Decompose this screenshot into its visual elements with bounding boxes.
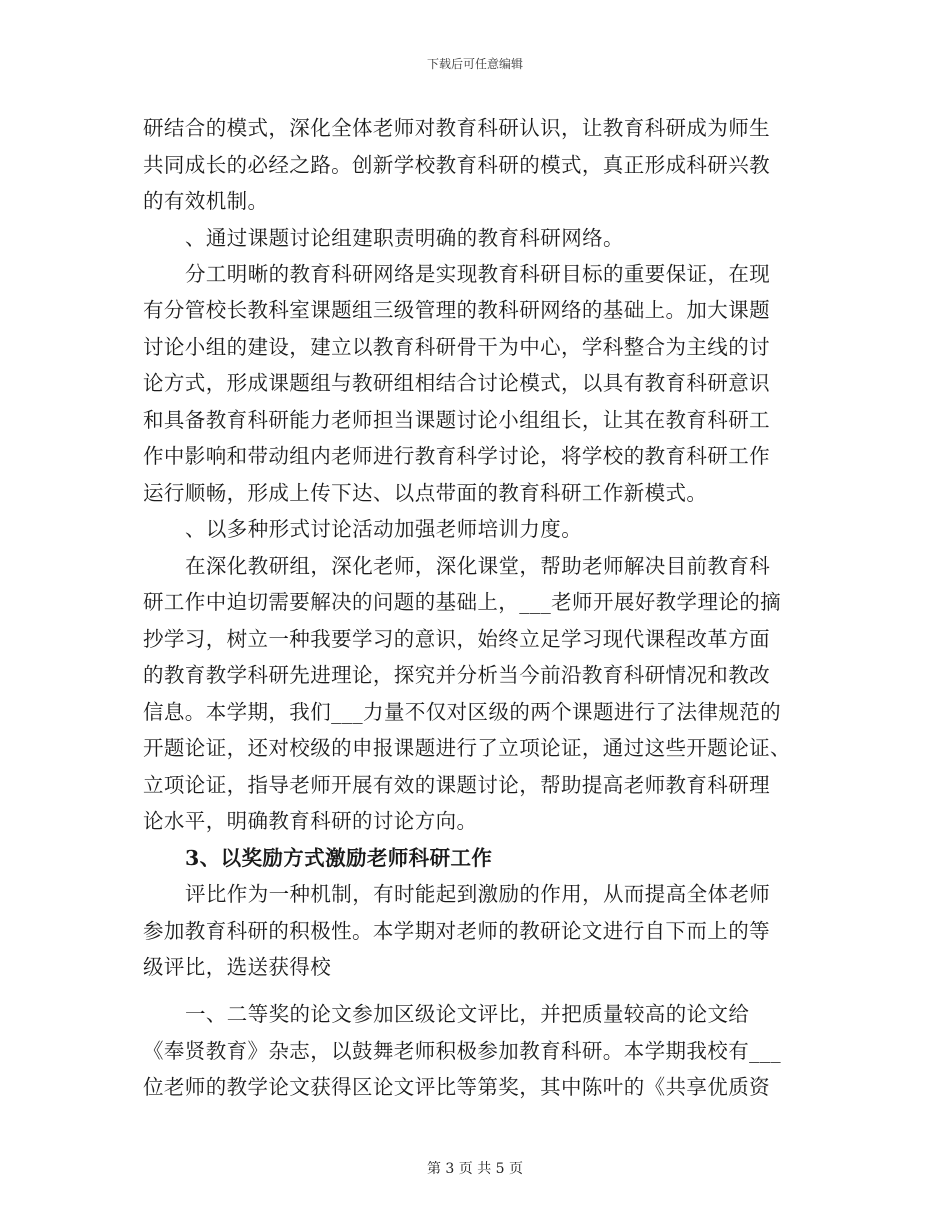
text-line: 抄学习，树立一种我要学习的意识，始终立足学习现代课程改革方面 (143, 627, 770, 651)
page-footer: 第 3 页 共 5 页 (426, 1161, 524, 1177)
text-line: 研工作中迫切需要解决的问题的基础上，___老师开展好教学理论的摘 (143, 590, 782, 614)
text-line: 位老师的教学论文获得区论文评比等第奖，其中陈叶的《共享优质资 (143, 1075, 770, 1099)
text-line: 和具备教育科研能力老师担当课题讨论小组组长，让其在教育科研工 (143, 408, 770, 432)
text-line: 在深化教研组，深化老师，深化课堂，帮助老师解决目前教育科 (185, 554, 771, 578)
text-line: 一、二等奖的论文参加区级论文评比，并把质量较高的论文给 (185, 1002, 750, 1026)
text-line: 《奉贤教育》杂志，以鼓舞老师积极参加教育科研。本学期我校有___ (143, 1039, 782, 1063)
text-line: 开题论证，还对校级的申报课题进行了立项论证，通过这些开题论证、 (143, 736, 791, 760)
text-line: 评比作为一种机制，有时能起到激励的作用，从而提高全体老师 (185, 882, 771, 906)
text-line: 作中影响和带动组内老师进行教育科学讨论，将学校的教育科研工作 (143, 444, 770, 468)
text-line: 信息。本学期，我们___力量不仅对区级的两个课题进行了法律规范的 (143, 700, 782, 724)
text-line: 研结合的模式，深化全体老师对教育科研认识，让教育科研成为师生 (143, 116, 770, 140)
page-header: 下载后可任意编辑 (426, 57, 523, 71)
text-line: 共同成长的必经之路。创新学校教育科研的模式，真正形成科研兴教 (143, 153, 770, 177)
text-line: 参加教育科研的积极性。本学期对老师的教研论文进行自下而上的等 (143, 919, 770, 943)
text-line: 立项论证，指导老师开展有效的课题讨论，帮助提高老师教育科研理 (143, 773, 770, 797)
text-line: 的教育教学科研先进理论，探究并分析当今前沿教育科研情况和教改 (143, 663, 770, 687)
section-heading: 、以多种形式讨论活动加强老师培训力度。 (185, 517, 583, 541)
text-line: 论方式，形成课题组与教研组相结合讨论模式，以具有教育科研意识 (143, 371, 770, 395)
section-heading: 、通过课题讨论组建职责明确的教育科研网络。 (185, 226, 624, 250)
text-line: 讨论小组的建设，建立以教育科研骨干为中心，学科整合为主线的讨 (143, 335, 770, 359)
text-line: 分工明晰的教育科研网络是实现教育科研目标的重要保证，在现 (185, 262, 771, 286)
text-line: 的有效机制。 (143, 189, 269, 213)
text-line: 级评比，选送获得校 (143, 955, 332, 979)
text-line: 论水平，明确教育科研的讨论方向。 (143, 809, 478, 833)
section-heading: 3、以奖励方式激励老师科研工作 (185, 846, 493, 870)
text-line: 有分管校长教科室课题组三级管理的教科研网络的基础上。加大课题 (143, 298, 770, 322)
text-line: 运行顺畅，形成上传下达、以点带面的教育科研工作新模式。 (143, 481, 708, 505)
